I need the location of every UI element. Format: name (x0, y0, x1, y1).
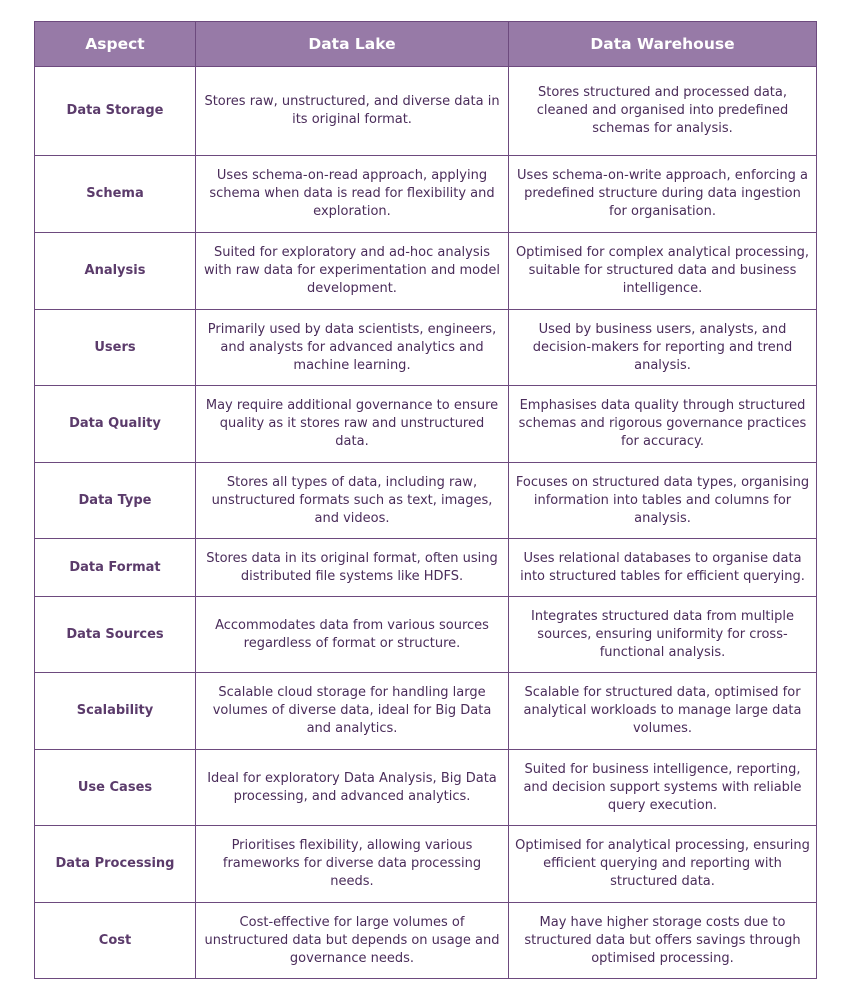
data-warehouse-cell: Suited for business intelligence, reporting, and decision support systems with reliable query execution. (509, 750, 817, 826)
data-warehouse-cell: Uses relational databases to organise data into structured tables for efficient querying. (509, 539, 817, 597)
data-lake-cell: Prioritises flexibility, allowing various frameworks for diverse data processing needs. (196, 826, 509, 903)
data-warehouse-cell: Focuses on structured data types, organising information into tables and columns for analysis. (509, 463, 817, 539)
data-lake-cell: Suited for exploratory and ad-hoc analysis with raw data for experimentation and model development. (196, 233, 509, 310)
row-aspect: Analysis (35, 233, 196, 310)
data-lake-cell: Stores all types of data, including raw, unstructured formats such as text, images, and videos. (196, 463, 509, 539)
data-warehouse-cell: May have higher storage costs due to structured data but offers savings through optimised processing. (509, 903, 817, 979)
table-row (35, 903, 817, 979)
table-header (35, 22, 817, 67)
data-lake-cell: Primarily used by data scientists, engineers, and analysts for advanced analytics and machine learning. (196, 310, 509, 386)
data-warehouse-cell: Emphasises data quality through structured schemas and rigorous governance practices for accuracy. (509, 386, 817, 463)
table-row (35, 539, 817, 597)
table-row (35, 673, 817, 750)
row-aspect: Data Type (35, 463, 196, 539)
table-row (35, 463, 817, 539)
data-warehouse-cell: Scalable for structured data, optimised for analytical workloads to manage large data volumes. (509, 673, 817, 750)
data-lake-cell: Scalable cloud storage for handling large volumes of diverse data, ideal for Big Data and analytics. (196, 673, 509, 750)
data-warehouse-cell: Optimised for complex analytical processing, suitable for structured data and business intelligence. (509, 233, 817, 310)
table-row (35, 156, 817, 233)
header-row (35, 22, 817, 67)
data-warehouse-cell: Uses schema-on-write approach, enforcing a predefined structure during data ingestion for organisation. (509, 156, 817, 233)
row-aspect: Use Cases (35, 750, 196, 826)
data-lake-cell: Cost-effective for large volumes of unstructured data but depends on usage and governance needs. (196, 903, 509, 979)
row-aspect: Schema (35, 156, 196, 233)
table-body (35, 67, 817, 979)
data-lake-cell: May require additional governance to ensure quality as it stores raw and unstructured data. (196, 386, 509, 463)
row-aspect: Data Quality (35, 386, 196, 463)
row-aspect: Data Processing (35, 826, 196, 903)
table-row (35, 310, 817, 386)
data-lake-cell: Ideal for exploratory Data Analysis, Big Data processing, and advanced analytics. (196, 750, 509, 826)
header-data-warehouse: Data Warehouse (509, 22, 817, 67)
row-aspect: Users (35, 310, 196, 386)
table-row (35, 597, 817, 673)
comparison-table (34, 21, 817, 979)
table-row (35, 386, 817, 463)
data-warehouse-cell: Optimised for analytical processing, ensuring efficient querying and reporting with structured data. (509, 826, 817, 903)
row-aspect: Data Sources (35, 597, 196, 673)
data-warehouse-cell: Stores structured and processed data, cleaned and organised into predefined schemas for analysis. (509, 67, 817, 156)
table-row (35, 233, 817, 310)
data-lake-cell: Uses schema-on-read approach, applying schema when data is read for flexibility and exploration. (196, 156, 509, 233)
table-row (35, 750, 817, 826)
header-aspect: Aspect (35, 22, 196, 67)
data-lake-cell: Stores data in its original format, often using distributed file systems like HDFS. (196, 539, 509, 597)
table-row (35, 67, 817, 156)
row-aspect: Data Format (35, 539, 196, 597)
row-aspect: Cost (35, 903, 196, 979)
row-aspect: Data Storage (35, 67, 196, 156)
data-warehouse-cell: Integrates structured data from multiple sources, ensuring uniformity for cross-functional analysis. (509, 597, 817, 673)
header-data-lake: Data Lake (196, 22, 509, 67)
data-lake-cell: Accommodates data from various sources regardless of format or structure. (196, 597, 509, 673)
data-warehouse-cell: Used by business users, analysts, and decision-makers for reporting and trend analysis. (509, 310, 817, 386)
row-aspect: Scalability (35, 673, 196, 750)
table-row (35, 826, 817, 903)
data-lake-cell: Stores raw, unstructured, and diverse data in its original format. (196, 67, 509, 156)
